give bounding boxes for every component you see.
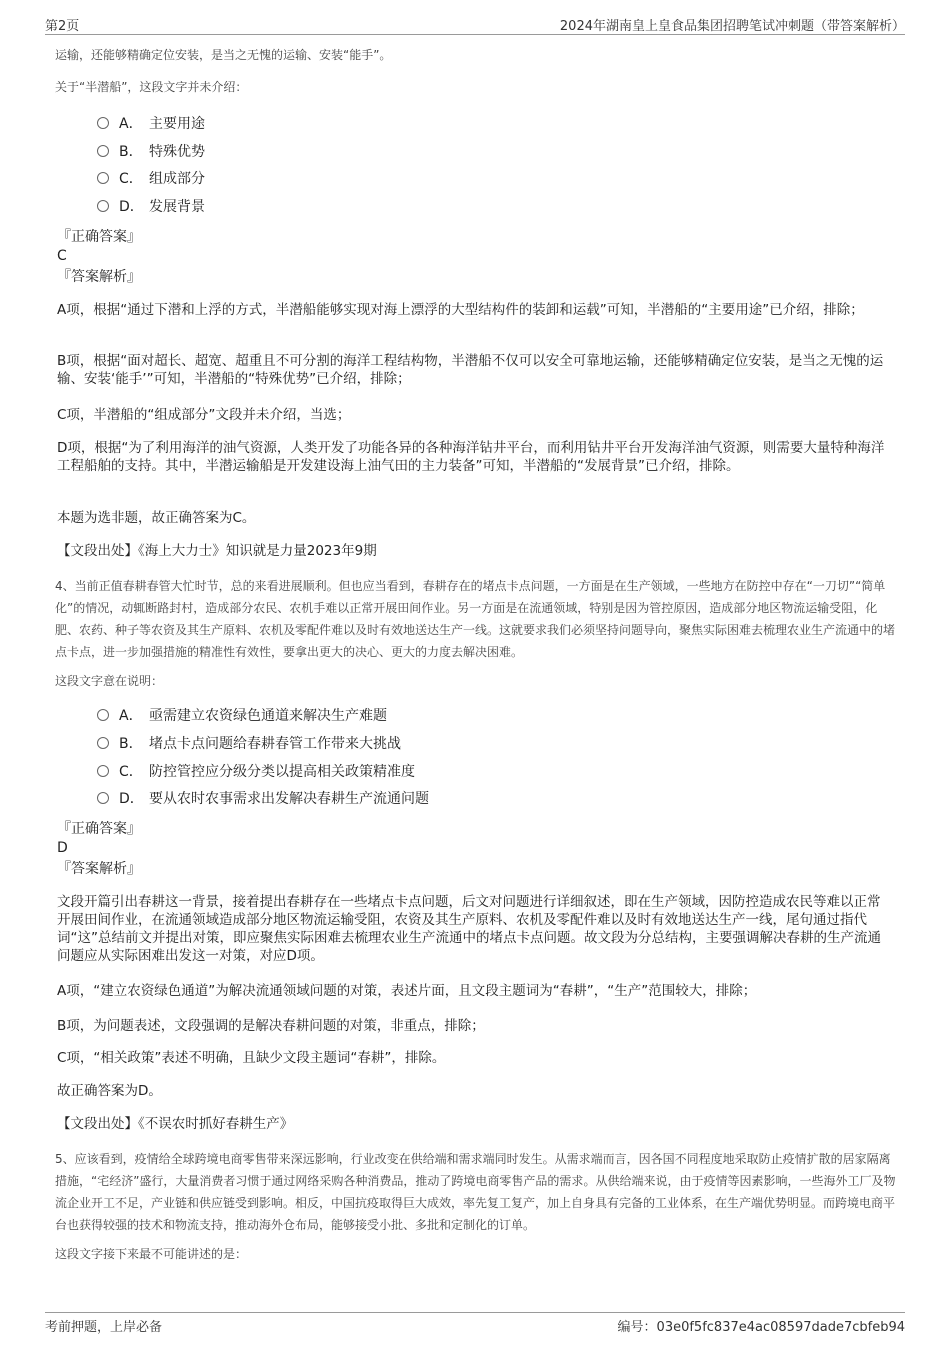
page-number: 第2页 [45, 19, 80, 34]
q4-analysis-main: 文段开篇引出春耕这一背景，接着提出春耕存在一些堵点卡点问题，后文对问题进行详细叙述，即在生产领域，因防控造成农民等难以正常开展田间作业，在流通领域造成部分地区物流运输受阻，农资及其生产原料、农机及零配件难以及时有效地送达生产一线，尾句通过指代词“这”总结前文并提出对策，即应聚焦实际困难去梳理农业生产流通中的堵点卡点问题。故文段为分总结构，主要强调解决春耕的生产流通问题应从实际困难出发这一对策，对应D项。 [57, 894, 881, 964]
page-header [45, 14, 905, 35]
q4-source: 【文段出处】《不误农时抓好春耕生产》 [57, 1116, 294, 1132]
radio-icon[interactable] [97, 117, 109, 129]
q5-question: 这段文字接下来最不可能讲述的是： [55, 1247, 248, 1261]
q4-question: 这段文字意在说明： [55, 674, 164, 688]
q3-analysis-b: B项，根据“面对超长、超宽、超重且不可分割的海洋工程结构物，半潜船不仅可以安全可靠地运输，还能够精确定位安装，是当之无愧的运输、安装‘能手’”可知，半潜船的“特殊优势”已介绍，排除； [57, 353, 884, 387]
q4-conclusion: 故正确答案为D。 [57, 1083, 162, 1099]
q4-answer: D [57, 840, 68, 856]
q3-option-c[interactable]: C． 组成部分 [97, 168, 205, 190]
q4-answer-label: 『正确答案』 [57, 821, 141, 837]
q3-analysis-label: 『答案解析』 [57, 269, 141, 285]
q3-answer-label: 『正确答案』 [57, 229, 141, 245]
q4-option-b[interactable]: B． 堵点卡点问题给春耕春管工作带来大挑战 [97, 733, 401, 755]
q3-tail-text: 运输，还能够精确定位安装，是当之无愧的运输、安装“能手”。 [55, 48, 392, 62]
radio-icon[interactable] [97, 172, 109, 184]
radio-icon[interactable] [97, 792, 109, 804]
q3-source: 【文段出处】《海上大力士》知识就是力量2023年9期 [57, 543, 377, 559]
q3-option-d[interactable]: D． 发展背景 [97, 196, 205, 218]
radio-icon[interactable] [97, 709, 109, 721]
q3-question: 关于“半潜船”，这段文字并未介绍： [55, 80, 248, 94]
document-id: 编号：03e0f5fc837e4ac08597dade7cbfeb94 [617, 1320, 905, 1335]
q3-option-a[interactable]: A． 主要用途 [97, 113, 205, 135]
q5-text: 5、应该看到，疫情给全球跨境电商零售带来深远影响，行业改变在供给端和需求端同时发生。从需求端而言，因各国不同程度地采取防止疫情扩散的居家隔离措施，“宅经济”盛行，大量消费者习惯于通过网络采购各种消费品，推动了跨境电商零售产品的需求。从供给端来说，由于疫情等因素影响，一些海外工厂及物流企业开工不足，产业链和供应链受到影响。相反，中国抗疫取得巨大成效，率先复工复产，加上自身具有完备的工业体系，在生产端优势明显。而跨境电商平台也获得较强的技术和物流支持，推动海外仓布局，能够接受小批、多批和定制化的订单。 [55, 1152, 896, 1232]
radio-icon[interactable] [97, 737, 109, 749]
q3-analysis-c: C项，半潜船的“组成部分”文段并未介绍，当选； [57, 407, 351, 423]
q4-analysis-b: B项，为问题表述，文段强调的是解决春耕问题的对策，非重点，排除； [57, 1018, 485, 1034]
radio-icon[interactable] [97, 765, 109, 777]
q3-conclusion: 本题为选非题，故正确答案为C。 [57, 510, 256, 526]
document-title: 2024年湖南皇上皇食品集团招聘笔试冲刺题（带答案解析） [559, 19, 905, 34]
q3-analysis-d: D项，根据“为了利用海洋的油气资源，人类开发了功能各异的各种海洋钻井平台，而利用钻井平台开发海洋油气资源，则需要大量特种海洋工程船舶的支持。其中，半潜运输船是开发建设海上油气田的主力装备”可知，半潜船的“发展背景”已介绍，排除。 [57, 440, 885, 474]
q3-answer: C [57, 248, 67, 264]
q4-analysis-label: 『答案解析』 [57, 861, 141, 877]
radio-icon[interactable] [97, 200, 109, 212]
q4-text: 4、当前正值春耕春管大忙时节，总的来看进展顺利。但也应当看到，春耕存在的堵点卡点问题，一方面是在生产领域，一些地方在防控中存在“一刀切”“简单化”的情况，动辄断路封村，造成部分农民、农机手难以正常开展田间作业。另一方面是在流通领域，特别是因为管控原因，造成部分地区物流运输受阻，化肥、农药、种子等农资及其生产原料、农机及零配件难以及时有效地送达生产一线。这就要求我们必须坚持问题导向，聚焦实际困难去梳理农业生产流通中的堵点卡点，进一步加强措施的精准性有效性，要拿出更大的决心、更大的力度去解决困难。 [55, 579, 896, 659]
q4-analysis-a: A项，“建立农资绿色通道”为解决流通领域问题的对策，表述片面，且文段主题词为“春耕”，“生产”范围较大，排除； [57, 983, 757, 999]
page-footer [45, 1312, 905, 1335]
q4-analysis-c: C项，“相关政策”表述不明确，且缺少文段主题词“春耕”，排除。 [57, 1050, 446, 1066]
q4-option-a[interactable]: A． 亟需建立农资绿色通道来解决生产难题 [97, 705, 387, 727]
q3-option-b[interactable]: B． 特殊优势 [97, 141, 205, 163]
q4-option-d[interactable]: D． 要从农时农事需求出发解决春耕生产流通问题 [97, 788, 429, 810]
q4-option-c[interactable]: C． 防控管控应分级分类以提高相关政策精准度 [97, 761, 415, 783]
radio-icon[interactable] [97, 145, 109, 157]
footer-slogan: 考前押题，上岸必备 [45, 1320, 163, 1335]
q3-analysis-a: A项，根据“通过下潜和上浮的方式，半潜船能够实现对海上漂浮的大型结构件的装卸和运载”可知，半潜船的“主要用途”已介绍，排除； [57, 302, 864, 318]
